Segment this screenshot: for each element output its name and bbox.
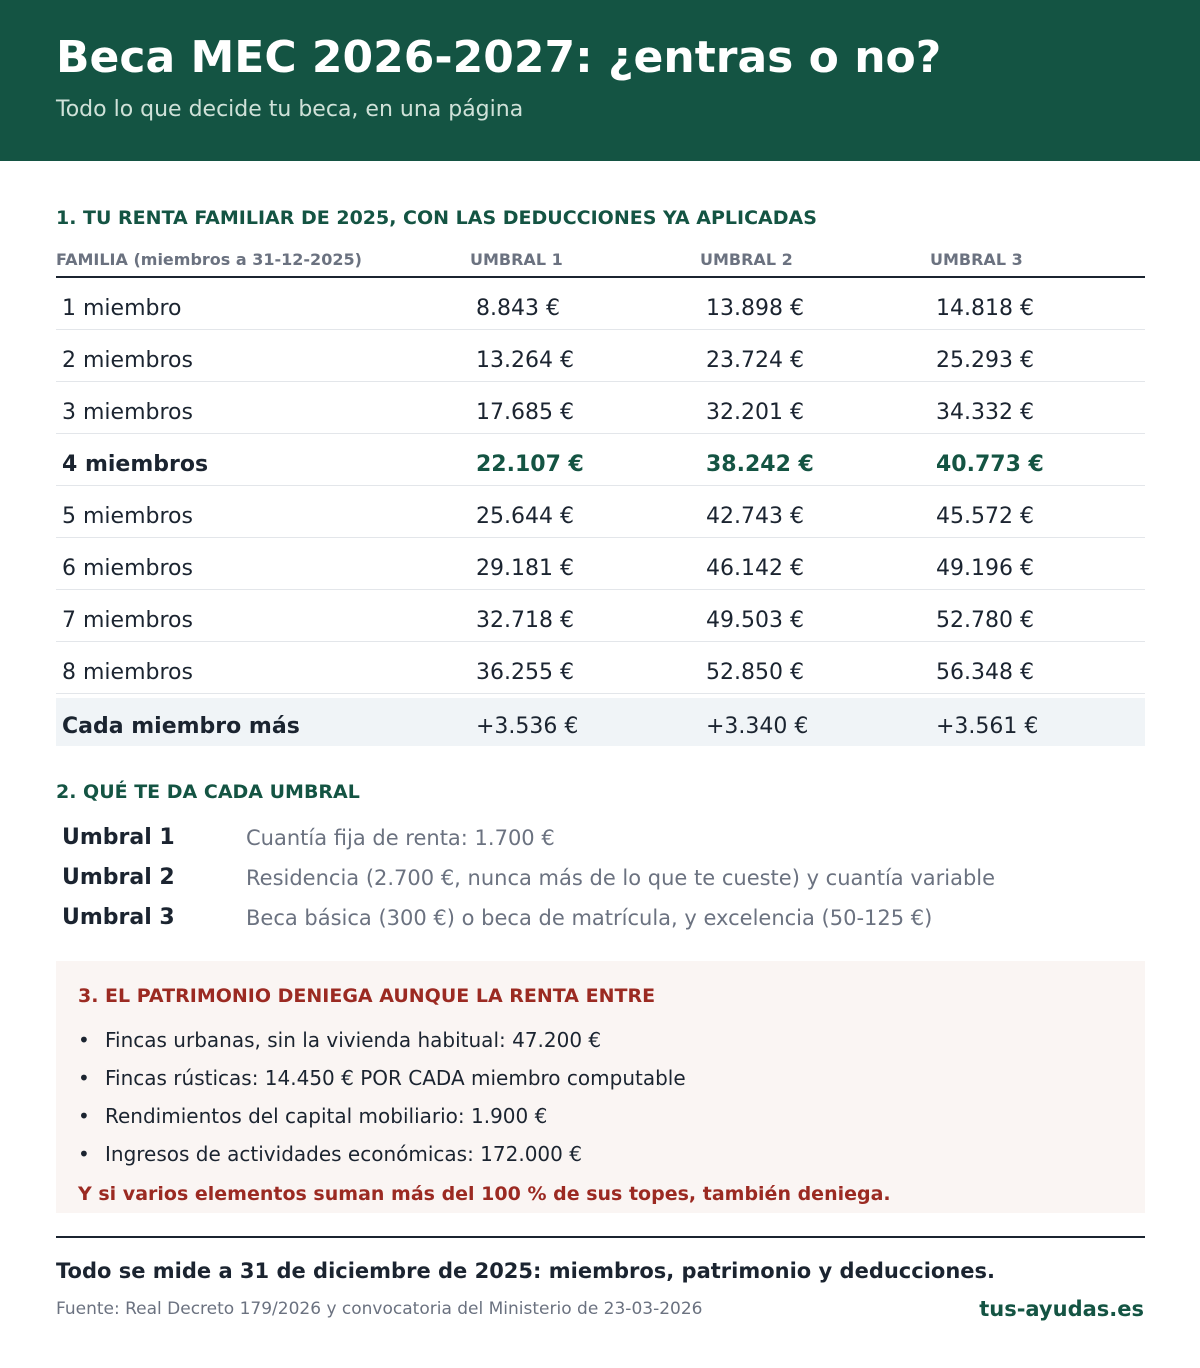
cell-umbral-1: 29.181 € xyxy=(476,556,574,581)
umbral-description: Beca básica (300 €) o beca de matrícula, y excelencia (50-125 €) xyxy=(246,906,933,930)
umbral-item xyxy=(62,825,1142,855)
column-header-umbral-3: UMBRAL 3 xyxy=(930,250,1023,269)
table-row xyxy=(56,590,1145,642)
table-header xyxy=(56,247,1145,278)
page-header xyxy=(0,0,1200,161)
cell-umbral-2: 23.724 € xyxy=(706,348,804,373)
cell-umbral-2: 46.142 € xyxy=(706,556,804,581)
cell-umbral-3: 52.780 € xyxy=(936,608,1034,633)
cell-umbral-2: 32.201 € xyxy=(706,400,804,425)
list-item xyxy=(78,1066,686,1090)
warning-text: Y si varios elementos suman más del 100 % de sus topes, también deniega. xyxy=(78,1183,891,1205)
brand-link[interactable]: tus-ayudas.es xyxy=(979,1297,1144,1321)
cell-familia: 8 miembros xyxy=(62,660,193,685)
list-item-text: Fincas urbanas, sin la vivienda habitual: 47.200 € xyxy=(105,1028,602,1052)
page-subtitle: Todo lo que decide tu beca, en una página xyxy=(56,97,524,122)
cell-familia: 6 miembros xyxy=(62,556,193,581)
table-row xyxy=(56,538,1145,590)
table-row-highlighted xyxy=(56,434,1145,486)
umbral-label: Umbral 1 xyxy=(62,825,175,850)
table-row xyxy=(56,330,1145,382)
list-item-text: Fincas rústicas: 14.450 € POR CADA miembro computable xyxy=(105,1066,686,1090)
table-row-increment xyxy=(56,698,1145,746)
cell-umbral-2: 42.743 € xyxy=(706,504,804,529)
cell-umbral-2: +3.340 € xyxy=(706,714,809,739)
list-item xyxy=(78,1104,547,1128)
cell-familia: 3 miembros xyxy=(62,400,193,425)
list-item xyxy=(78,1028,601,1052)
cell-umbral-3: 56.348 € xyxy=(936,660,1034,685)
cell-umbral-2: 49.503 € xyxy=(706,608,804,633)
umbral-label: Umbral 3 xyxy=(62,905,175,930)
cell-umbral-1: 32.718 € xyxy=(476,608,574,633)
cell-familia: 5 miembros xyxy=(62,504,193,529)
umbrales-table xyxy=(56,247,1145,746)
section-title-renta: 1. TU RENTA FAMILIAR DE 2025, CON LAS DEDUCCIONES YA APLICADAS xyxy=(56,207,817,229)
column-header-umbral-2: UMBRAL 2 xyxy=(700,250,793,269)
cell-umbral-3: 49.196 € xyxy=(936,556,1034,581)
cell-umbral-1: 8.843 € xyxy=(476,296,560,321)
table-row xyxy=(56,278,1145,330)
column-header-familia: FAMILIA (miembros a 31-12-2025) xyxy=(56,250,362,269)
column-header-umbral-1: UMBRAL 1 xyxy=(470,250,563,269)
list-item-text: Rendimientos del capital mobiliario: 1.900 € xyxy=(105,1104,548,1128)
source-citation: Fuente: Real Decreto 179/2026 y convocatoria del Ministerio de 23-03-2026 xyxy=(56,1299,703,1319)
cell-umbral-1: 25.644 € xyxy=(476,504,574,529)
cell-familia: 2 miembros xyxy=(62,348,193,373)
footer-note: Todo se mide a 31 de diciembre de 2025: miembros, patrimonio y deducciones. xyxy=(56,1259,995,1283)
cell-umbral-1: 36.255 € xyxy=(476,660,574,685)
umbral-item xyxy=(62,865,1142,895)
section-title-patrimonio: 3. EL PATRIMONIO DENIEGA AUNQUE LA RENTA ENTRE xyxy=(78,985,656,1007)
patrimonio-box xyxy=(56,961,1145,1213)
bullet-icon: • xyxy=(78,1066,90,1090)
cell-familia: 7 miembros xyxy=(62,608,193,633)
cell-familia: 4 miembros xyxy=(62,452,209,477)
list-item-text: Ingresos de actividades económicas: 172.000 € xyxy=(105,1142,582,1166)
umbral-item xyxy=(62,905,1142,935)
cell-umbral-1: 13.264 € xyxy=(476,348,574,373)
cell-umbral-1: +3.536 € xyxy=(476,714,579,739)
table-row xyxy=(56,642,1145,694)
page-title: Beca MEC 2026-2027: ¿entras o no? xyxy=(56,32,942,83)
list-item xyxy=(78,1142,582,1166)
umbral-description: Residencia (2.700 €, nunca más de lo que te cueste) y cuantía variable xyxy=(246,866,996,890)
table-row xyxy=(56,486,1145,538)
umbral-description: Cuantía fija de renta: 1.700 € xyxy=(246,826,555,850)
cell-familia: Cada miembro más xyxy=(62,714,300,739)
footer-divider xyxy=(56,1236,1145,1238)
bullet-icon: • xyxy=(78,1104,90,1128)
cell-umbral-3: 14.818 € xyxy=(936,296,1034,321)
table-row xyxy=(56,382,1145,434)
cell-umbral-3: 25.293 € xyxy=(936,348,1034,373)
cell-umbral-2: 38.242 € xyxy=(706,452,814,477)
umbral-label: Umbral 2 xyxy=(62,865,175,890)
bullet-icon: • xyxy=(78,1028,90,1052)
cell-umbral-3: 34.332 € xyxy=(936,400,1034,425)
cell-umbral-3: 40.773 € xyxy=(936,452,1044,477)
cell-umbral-3: +3.561 € xyxy=(936,714,1039,739)
cell-umbral-2: 13.898 € xyxy=(706,296,804,321)
cell-umbral-1: 17.685 € xyxy=(476,400,574,425)
cell-umbral-3: 45.572 € xyxy=(936,504,1034,529)
section-title-umbrales: 2. QUÉ TE DA CADA UMBRAL xyxy=(56,781,360,803)
cell-umbral-1: 22.107 € xyxy=(476,452,584,477)
cell-umbral-2: 52.850 € xyxy=(706,660,804,685)
cell-familia: 1 miembro xyxy=(62,296,182,321)
bullet-icon: • xyxy=(78,1142,90,1166)
